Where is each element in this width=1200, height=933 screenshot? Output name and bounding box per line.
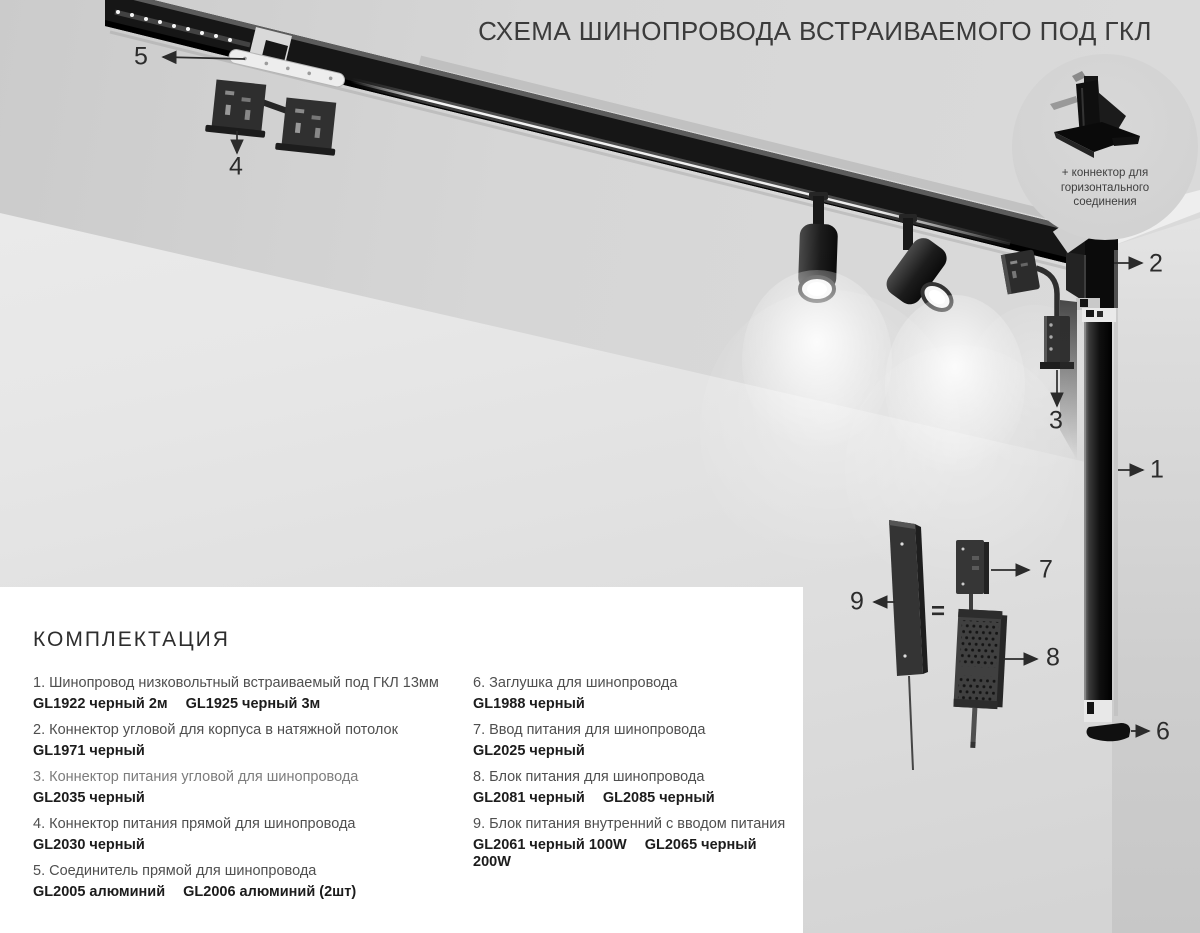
callout-6: 6	[1156, 717, 1170, 746]
callout-1: 1	[1150, 455, 1164, 484]
callout-2: 2	[1149, 249, 1163, 278]
feed-input	[956, 540, 989, 614]
light-beam-2	[885, 295, 1025, 475]
kit-item-codes: GL1988 черный	[473, 696, 585, 712]
kit-item-desc: 9. Блок питания внутренний с вводом питания	[473, 816, 786, 832]
callout-8: 8	[1046, 643, 1060, 672]
inset-caption-line: + коннектор для	[1061, 167, 1149, 179]
kit-item-desc: 4. Коннектор питания прямой для шинопровода	[33, 816, 356, 832]
kit-item-7	[473, 722, 795, 760]
ceiling-groove	[420, 60, 1095, 226]
spotlight-1	[742, 192, 892, 450]
kit-item-codes: GL2025 черный	[473, 743, 585, 759]
callout-9: 9	[850, 587, 864, 616]
kit-item-codes: GL2005 алюминий GL2006 алюминий (2шт)	[33, 884, 357, 900]
kit-column-left	[33, 675, 471, 910]
kit-item-codes: GL1922 черный 2м GL1925 черный 3м	[33, 696, 321, 712]
callout-4: 4	[229, 152, 243, 181]
callout-5: 5	[134, 42, 148, 71]
kit-item-2	[33, 722, 471, 760]
kit-item-9	[473, 816, 795, 871]
kit-item-codes: GL2061 черный 100W GL2065 черный 200W	[473, 837, 757, 870]
callout-3: 3	[1049, 406, 1063, 435]
kit-item-desc: 5. Соединитель прямой для шинопровода	[33, 863, 317, 879]
kit-item-6	[473, 675, 795, 713]
kit-item-5	[33, 863, 471, 901]
kit-item-8	[473, 769, 795, 807]
kit-item-codes: GL1971 черный	[33, 743, 145, 759]
inset-caption-line: соединения	[1073, 196, 1137, 208]
kit-item-desc: 1. Шинопровод низковольтный встраиваемый под ГКЛ 13мм	[33, 675, 439, 691]
kit-item-desc: 6. Заглушка для шинопровода	[473, 675, 678, 691]
horizontal-connector-icon	[1012, 54, 1198, 166]
kit-item-codes: GL2035 черный	[33, 790, 145, 806]
kit-heading: КОМПЛЕКТАЦИЯ	[33, 628, 230, 651]
callout-7: 7	[1039, 555, 1053, 584]
inset-caption-line: горизонтального	[1060, 181, 1150, 194]
kit-item-desc: 7. Ввод питания для шинопровода	[473, 722, 706, 738]
inset-callout	[1012, 54, 1198, 240]
psu-internal-bar	[889, 520, 928, 770]
kit-item-desc: 3. Коннектор питания угловой для шинопровода	[33, 769, 359, 785]
light-beam-1	[742, 270, 892, 450]
inset-caption	[1012, 166, 1198, 210]
kit-item-codes: GL2081 черный GL2085 черный	[473, 790, 715, 806]
kit-item-desc: 8. Блок питания для шинопровода	[473, 769, 705, 785]
end-cap	[1087, 723, 1131, 741]
equals-sign: =	[930, 598, 946, 625]
psu-box	[951, 609, 1007, 749]
kit-item-4	[33, 816, 471, 854]
kit-panel	[0, 587, 803, 933]
kit-item-1	[33, 675, 471, 713]
diagram-title: СХЕМА ШИНОПРОВОДА ВСТРАИВАЕМОГО ПОД ГКЛ	[478, 16, 1152, 46]
kit-item-codes: GL2030 черный	[33, 837, 145, 853]
straight-feed-connector	[205, 79, 340, 156]
kit-column-right	[473, 675, 795, 880]
kit-item-desc: 2. Коннектор угловой для корпуса в натяжной потолок	[33, 722, 398, 738]
kit-item-3	[33, 769, 471, 807]
